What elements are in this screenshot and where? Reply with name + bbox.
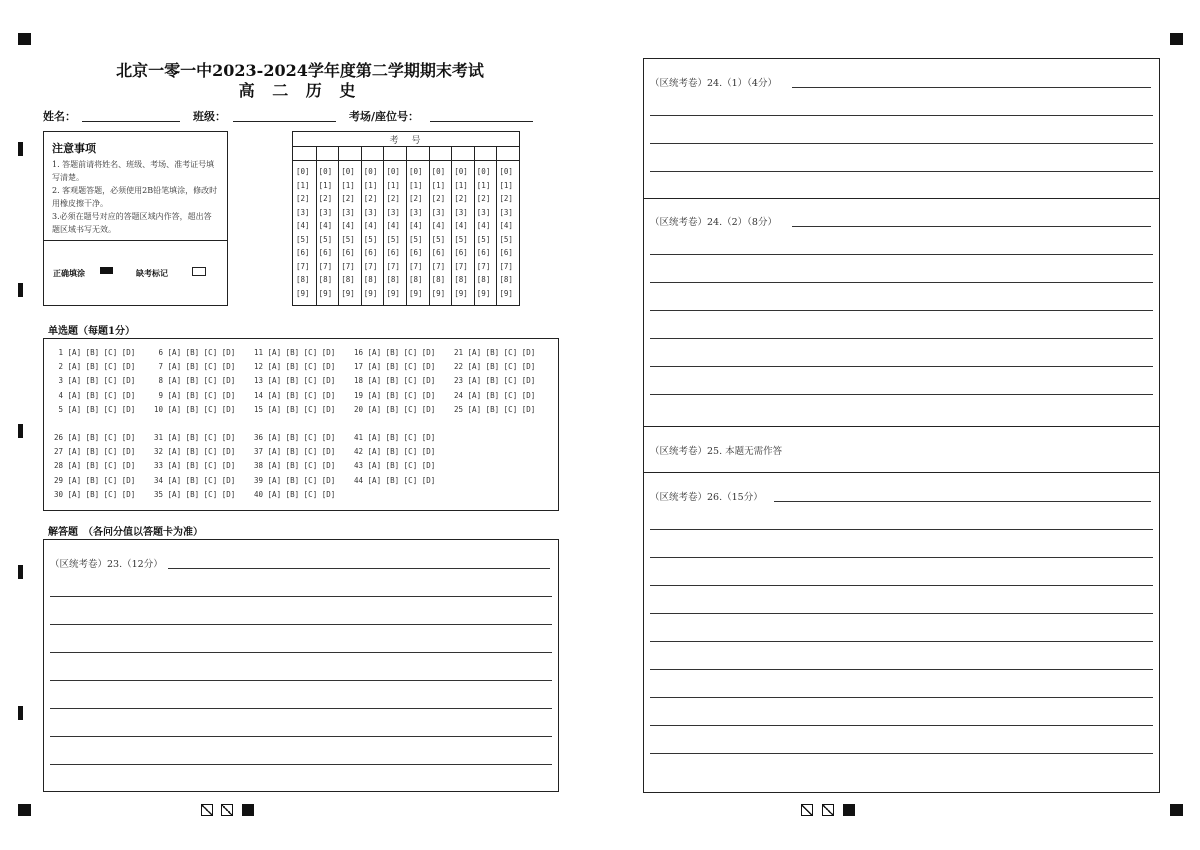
answer-line[interactable] [650, 557, 1153, 558]
exam-grid-column-divider [496, 146, 497, 305]
mc-question-row[interactable]: 17 [A] [B] [C] [D] [354, 362, 436, 372]
mc-question-row[interactable]: 18 [A] [B] [C] [D] [354, 376, 436, 386]
exam-digit-bubble[interactable]: [9] [431, 288, 446, 298]
exam-digit-bubble[interactable]: [6] [454, 248, 468, 257]
answer-line[interactable] [650, 366, 1153, 367]
exam-digit-bubble[interactable]: [6] [318, 248, 333, 257]
answer-line[interactable] [650, 529, 1153, 530]
mc-question-row[interactable]: 22 [A] [B] [C] [D] [454, 362, 536, 372]
exam-digit-bubble[interactable]: [9] [341, 288, 355, 298]
exam-digit-bubble[interactable]: [6] [499, 248, 513, 257]
mc-question-row[interactable]: 29 [A] [B] [C] [D] [54, 475, 136, 485]
absent-mark-label: 缺考标记 [136, 268, 168, 278]
exam-digit-bubble[interactable]: [8] [476, 275, 491, 284]
exam-digit-bubble[interactable]: [2] [499, 194, 513, 203]
exam-title: 北京一零一中2023-2024学年度第二学期期末考试 [116, 61, 484, 80]
mc-answer-box [43, 338, 559, 511]
section-divider [644, 426, 1159, 427]
exam-digit-bubble[interactable]: [5] [431, 234, 446, 244]
exam-digit-bubble[interactable]: [7] [499, 261, 513, 271]
mc-question-row[interactable]: 35 [A] [B] [C] [D] [154, 489, 236, 499]
exam-digit-bubble[interactable]: [5] [341, 234, 355, 244]
exam-digit-bubble[interactable]: [5] [476, 234, 491, 244]
exam-digit-bubble[interactable]: [0] [318, 167, 333, 176]
exam-grid-column-divider [406, 146, 407, 305]
exam-digit-bubble[interactable]: [8] [409, 275, 423, 284]
notes-box [43, 131, 228, 306]
exam-digit-bubble[interactable]: [4] [296, 221, 310, 230]
exam-digit-bubble[interactable]: [3] [363, 207, 378, 217]
exam-digit-bubble[interactable]: [0] [476, 167, 491, 176]
exam-digit-bubble[interactable]: [9] [363, 288, 378, 298]
exam-grid-column-divider [474, 146, 475, 305]
mc-question-row[interactable]: 7 [A] [B] [C] [D] [154, 362, 236, 372]
q24-1-prompt-line [792, 87, 1151, 88]
mc-question-row[interactable]: 40 [A] [B] [C] [D] [254, 489, 336, 499]
exam-digit-bubble[interactable]: [7] [296, 261, 310, 271]
mc-question-row[interactable]: 21 [A] [B] [C] [D] [454, 348, 536, 357]
mc-question-row[interactable]: 9 [A] [B] [C] [D] [154, 390, 236, 400]
exam-digit-bubble[interactable]: [1] [386, 180, 400, 190]
mc-question-row[interactable]: 16 [A] [B] [C] [D] [354, 348, 436, 357]
q25-prompt: （区统考卷）25. 本题无需作答 [650, 446, 783, 457]
mc-question-row[interactable]: 33 [A] [B] [C] [D] [154, 461, 236, 471]
page-mark-hatched [201, 804, 213, 816]
exam-digit-bubble[interactable]: [2] [341, 194, 355, 203]
mc-question-row[interactable]: 31 [A] [B] [C] [D] [154, 433, 236, 442]
exam-digit-bubble[interactable]: [1] [318, 180, 333, 190]
page-mark-solid [242, 804, 254, 816]
exam-digit-bubble[interactable]: [1] [431, 180, 446, 190]
answer-line[interactable] [650, 585, 1153, 586]
exam-digit-bubble[interactable]: [3] [409, 207, 423, 217]
mc-question-row[interactable]: 15 [A] [B] [C] [D] [254, 404, 336, 414]
answer-line[interactable] [650, 254, 1153, 255]
mc-question-row[interactable]: 4 [A] [B] [C] [D] [54, 390, 136, 400]
exam-digit-bubble[interactable]: [9] [318, 288, 333, 298]
mc-question-row[interactable]: 23 [A] [B] [C] [D] [454, 376, 536, 386]
exam-digit-bubble[interactable]: [4] [386, 221, 400, 230]
exam-digit-bubble[interactable]: [6] [476, 248, 491, 257]
exam-digit-bubble[interactable]: [4] [318, 221, 333, 230]
exam-digit-bubble[interactable]: [7] [318, 261, 333, 271]
mc-question-row[interactable]: 10 [A] [B] [C] [D] [154, 404, 236, 414]
exam-digit-bubble[interactable]: [3] [499, 207, 513, 217]
exam-subject: 高 二 历 史 [238, 81, 362, 100]
exam-digit-bubble[interactable]: [1] [476, 180, 491, 190]
mc-question-row[interactable]: 44 [A] [B] [C] [D] [354, 475, 436, 485]
mc-question-row[interactable]: 26 [A] [B] [C] [D] [54, 433, 136, 442]
exam-digit-bubble[interactable]: [4] [363, 221, 378, 230]
side-timing-mark [18, 142, 23, 156]
answer-line[interactable] [50, 764, 552, 765]
exam-digit-bubble[interactable]: [6] [341, 248, 355, 257]
answer-line[interactable] [650, 115, 1153, 116]
mc-question-row[interactable]: 1 [A] [B] [C] [D] [54, 348, 136, 357]
exam-digit-bubble[interactable]: [4] [454, 221, 468, 230]
q26-prompt: （区统考卷）26.（15分） [650, 492, 763, 503]
correct-fill-label: 正确填涂 [53, 268, 85, 278]
exam-digit-bubble[interactable]: [3] [341, 207, 355, 217]
exam-digit-bubble[interactable]: [4] [341, 221, 355, 230]
mc-question-row[interactable]: 20 [A] [B] [C] [D] [354, 404, 436, 414]
mc-question-row[interactable]: 11 [A] [B] [C] [D] [254, 348, 336, 357]
exam-digit-bubble[interactable]: [3] [454, 207, 468, 217]
exam-digit-bubble[interactable]: [2] [386, 194, 400, 203]
answer-line[interactable] [50, 708, 552, 709]
mc-question-row[interactable]: 37 [A] [B] [C] [D] [254, 447, 336, 457]
exam-digit-bubble[interactable]: [2] [296, 194, 310, 203]
mc-question-row[interactable]: 42 [A] [B] [C] [D] [354, 447, 436, 457]
exam-digit-bubble[interactable]: [2] [409, 194, 423, 203]
mc-question-row[interactable]: 2 [A] [B] [C] [D] [54, 362, 136, 372]
exam-digit-bubble[interactable]: [0] [296, 167, 310, 176]
answer-line[interactable] [650, 641, 1153, 642]
exam-digit-bubble[interactable]: [9] [409, 288, 423, 298]
q24-2-prompt-line [792, 226, 1151, 227]
exam-digit-bubble[interactable]: [8] [318, 275, 333, 284]
exam-digit-bubble[interactable]: [4] [431, 221, 446, 230]
exam-digit-bubble[interactable]: [7] [363, 261, 378, 271]
answer-line[interactable] [50, 596, 552, 597]
note-item: 2. 客观题答题，必须使用2B铅笔填涂，修改时用橡皮擦干净。 [52, 186, 218, 208]
exam-digit-bubble[interactable]: [1] [341, 180, 355, 190]
exam-digit-bubble[interactable]: [5] [386, 234, 400, 244]
exam-digit-bubble[interactable]: [3] [318, 207, 333, 217]
mc-question-row[interactable]: 38 [A] [B] [C] [D] [254, 461, 336, 471]
exam-digit-bubble[interactable]: [9] [296, 288, 310, 298]
exam-digit-bubble[interactable]: [2] [454, 194, 468, 203]
answer-line[interactable] [650, 143, 1153, 144]
name-label: 姓名： [43, 110, 76, 123]
corner-mark-top-left [18, 33, 31, 45]
exam-digit-bubble[interactable]: [1] [409, 180, 423, 190]
exam-digit-bubble[interactable]: [5] [499, 234, 513, 244]
seat-label: 考场/座位号： [349, 110, 420, 123]
exam-digit-bubble[interactable]: [8] [454, 275, 468, 284]
corner-mark-bottom-right [1170, 804, 1183, 816]
mc-question-row[interactable]: 6 [A] [B] [C] [D] [154, 348, 236, 357]
mc-question-row[interactable]: 5 [A] [B] [C] [D] [54, 404, 136, 414]
exam-digit-bubble[interactable]: [0] [454, 167, 468, 176]
q23-prompt: （区统考卷）23.（12分） [50, 559, 163, 570]
exam-digit-bubble[interactable]: [5] [409, 234, 423, 244]
mc-question-row[interactable]: 34 [A] [B] [C] [D] [154, 475, 236, 485]
exam-digit-bubble[interactable]: [8] [386, 275, 400, 284]
exam-digit-bubble[interactable]: [3] [476, 207, 491, 217]
exam-digit-bubble[interactable]: [9] [476, 288, 491, 298]
answer-line[interactable] [650, 613, 1153, 614]
answer-line[interactable] [50, 680, 552, 681]
mc-question-row[interactable]: 30 [A] [B] [C] [D] [54, 489, 136, 499]
exam-number-label: 考 号 [389, 136, 423, 146]
exam-digit-bubble[interactable]: [0] [431, 167, 446, 176]
exam-digit-bubble[interactable]: [9] [454, 288, 468, 298]
mc-question-row[interactable]: 27 [A] [B] [C] [D] [54, 447, 136, 457]
exam-digit-bubble[interactable]: [1] [296, 180, 310, 190]
exam-digit-bubble[interactable]: [9] [499, 288, 513, 298]
answer-line[interactable] [50, 624, 552, 625]
exam-digit-bubble[interactable]: [5] [454, 234, 468, 244]
exam-digit-bubble[interactable]: [6] [386, 248, 400, 257]
name-field[interactable] [82, 121, 180, 122]
q26-prompt-line [774, 501, 1151, 502]
exam-digit-bubble[interactable]: [9] [386, 288, 400, 298]
exam-digit-bubble[interactable]: [3] [296, 207, 310, 217]
answer-line[interactable] [650, 725, 1153, 726]
essay-section-label: 解答题 （各问分值以答题卡为准） [48, 527, 203, 538]
section-divider [644, 198, 1159, 199]
exam-number-grid [292, 131, 520, 306]
answer-line[interactable] [650, 753, 1153, 754]
page-mark-solid [843, 804, 855, 816]
exam-digit-bubble[interactable]: [1] [363, 180, 378, 190]
mc-question-row[interactable]: 39 [A] [B] [C] [D] [254, 475, 336, 485]
absent-mark-box[interactable] [192, 267, 206, 276]
exam-digit-bubble[interactable]: [0] [386, 167, 400, 176]
exam-digit-bubble[interactable]: [6] [363, 248, 378, 257]
exam-digit-bubble[interactable]: [3] [431, 207, 446, 217]
mc-question-row[interactable]: 41 [A] [B] [C] [D] [354, 433, 436, 442]
mc-question-row[interactable]: 12 [A] [B] [C] [D] [254, 362, 336, 372]
exam-grid-column-divider [361, 146, 362, 305]
answer-line[interactable] [50, 736, 552, 737]
exam-digit-bubble[interactable]: [0] [409, 167, 423, 176]
page-mark-hatched [221, 804, 233, 816]
exam-digit-bubble[interactable]: [0] [341, 167, 355, 176]
q23-answer-box[interactable] [43, 539, 559, 792]
exam-digit-bubble[interactable]: [4] [476, 221, 491, 230]
exam-digit-bubble[interactable]: [2] [431, 194, 446, 203]
mc-question-row[interactable]: 19 [A] [B] [C] [D] [354, 390, 436, 400]
exam-digit-bubble[interactable]: [7] [409, 261, 423, 271]
exam-digit-bubble[interactable]: [7] [431, 261, 446, 271]
exam-digit-bubble[interactable]: [1] [454, 180, 468, 190]
exam-digit-bubble[interactable]: [5] [318, 234, 333, 244]
exam-digit-bubble[interactable]: [7] [476, 261, 491, 271]
answer-line[interactable] [650, 394, 1153, 395]
answer-line[interactable] [50, 652, 552, 653]
note-item: 3.必须在题号对应的答题区域内作答，超出答题区域书写无效。 [52, 212, 212, 234]
exam-digit-bubble[interactable]: [6] [431, 248, 446, 257]
exam-digit-bubble[interactable]: [6] [296, 248, 310, 257]
seat-field[interactable] [430, 121, 533, 122]
answer-line[interactable] [650, 697, 1153, 698]
exam-grid-column-divider [338, 146, 339, 305]
exam-digit-bubble[interactable]: [0] [499, 167, 513, 176]
exam-digit-bubble[interactable]: [2] [318, 194, 333, 203]
exam-digit-bubble[interactable]: [7] [454, 261, 468, 271]
mc-question-row[interactable]: 24 [A] [B] [C] [D] [454, 390, 536, 400]
exam-grid-column-divider [316, 146, 317, 305]
exam-digit-bubble[interactable]: [5] [363, 234, 378, 244]
exam-digit-bubble[interactable]: [2] [476, 194, 491, 203]
q23-prompt-line [168, 568, 550, 569]
exam-digit-bubble[interactable]: [7] [341, 261, 355, 271]
exam-digit-bubble[interactable]: [6] [409, 248, 423, 257]
mc-question-row[interactable]: 32 [A] [B] [C] [D] [154, 447, 236, 457]
mc-question-row[interactable]: 13 [A] [B] [C] [D] [254, 376, 336, 386]
corner-mark-top-right [1170, 33, 1183, 45]
exam-digit-bubble[interactable]: [2] [363, 194, 378, 203]
answer-line[interactable] [650, 310, 1153, 311]
exam-digit-bubble[interactable]: [1] [499, 180, 513, 190]
exam-digit-bubble[interactable]: [5] [296, 234, 310, 244]
answer-line[interactable] [650, 171, 1153, 172]
answer-line[interactable] [650, 669, 1153, 670]
exam-digit-bubble[interactable]: [8] [363, 275, 378, 284]
exam-digit-bubble[interactable]: [7] [386, 261, 400, 271]
notes-divider [44, 240, 227, 241]
note-item: 1. 答题前请将姓名、班级、考场、准考证号填写清楚。 [52, 160, 215, 182]
exam-grid-column-divider [429, 146, 430, 305]
exam-grid-column-divider [383, 146, 384, 305]
exam-digit-bubble[interactable]: [8] [296, 275, 310, 284]
side-timing-mark [18, 706, 23, 720]
exam-grid-column-divider [451, 146, 452, 305]
corner-mark-bottom-left [18, 804, 31, 816]
exam-digit-bubble[interactable]: [4] [409, 221, 423, 230]
side-timing-mark [18, 424, 23, 438]
side-timing-mark [18, 565, 23, 579]
correct-fill-sample [100, 267, 113, 274]
mc-question-row[interactable]: 8 [A] [B] [C] [D] [154, 376, 236, 386]
exam-digit-bubble[interactable]: [8] [341, 275, 355, 284]
side-timing-mark [18, 283, 23, 297]
mc-question-row[interactable]: 25 [A] [B] [C] [D] [454, 404, 536, 414]
exam-digit-bubble[interactable]: [8] [499, 275, 513, 284]
mc-question-row[interactable]: 28 [A] [B] [C] [D] [54, 461, 136, 471]
notes-title: 注意事项 [52, 142, 96, 155]
mc-question-row[interactable]: 3 [A] [B] [C] [D] [54, 376, 136, 386]
class-field[interactable] [233, 121, 336, 122]
q24-2-prompt: （区统考卷）24.（2）（8分） [650, 217, 777, 228]
mc-question-row[interactable]: 14 [A] [B] [C] [D] [254, 390, 336, 400]
mc-question-row[interactable]: 43 [A] [B] [C] [D] [354, 461, 436, 471]
right-answer-frame [643, 58, 1160, 793]
exam-digit-bubble[interactable]: [3] [386, 207, 400, 217]
page-mark-hatched [822, 804, 834, 816]
q24-1-prompt: （区统考卷）24.（1）（4分） [650, 78, 777, 89]
section-divider [644, 472, 1159, 473]
mc-question-row[interactable]: 36 [A] [B] [C] [D] [254, 433, 336, 442]
answer-line[interactable] [650, 282, 1153, 283]
class-label: 班级： [193, 110, 226, 123]
exam-digit-bubble[interactable]: [4] [499, 221, 513, 230]
answer-line[interactable] [650, 338, 1153, 339]
mc-section-label: 单选题（每题1分） [48, 326, 135, 337]
page-mark-hatched [801, 804, 813, 816]
exam-digit-bubble[interactable]: [0] [363, 167, 378, 176]
exam-digit-bubble[interactable]: [8] [431, 275, 446, 284]
